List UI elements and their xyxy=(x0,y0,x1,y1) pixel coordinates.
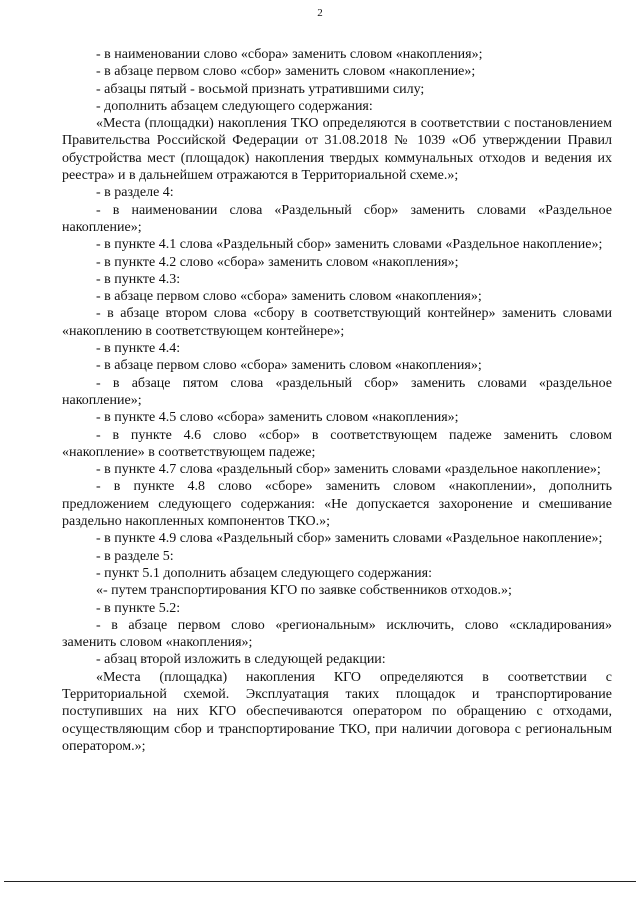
paragraph-22: - пункт 5.1 дополнить абзацем следующего содержания: xyxy=(96,565,432,581)
paragraph-19: - в пункте 4.8 слово «сборе» заменить словом «накоплении», дополнить предложением следующего содержания: «Не допускается захоронение и смешивание раздельно накопленных компонентов ТКО.»; xyxy=(62,479,612,530)
paragraph-14: - в абзаце первом слово «сбора» заменить словом «накопления»; xyxy=(96,358,482,374)
paragraph-25: - в абзаце первом слово «региональным» исключить, слово «складирования» заменить словом «накопления»; xyxy=(62,617,612,651)
paragraph-16: - в пункте 4.5 слово «сбора» заменить словом «накопления»; xyxy=(96,410,459,426)
paragraph-3: - абзацы пятый - восьмой признать утратившими силу; xyxy=(96,81,425,97)
paragraph-11: - в абзаце первом слово «сбора» заменить словом «накопления»; xyxy=(96,289,482,305)
paragraph-12: - в абзаце втором слова «сбору в соответствующий контейнер» заменить словами «накоплению в соответствующем контейнере»; xyxy=(62,306,612,339)
paragraph-6: - в разделе 4: xyxy=(96,185,174,201)
page-number: 2 xyxy=(317,7,323,19)
paragraph-20: - в пункте 4.9 слова «Раздельный сбор» заменить словами «Раздельное накопление»; xyxy=(96,531,603,547)
paragraph-1: - в наименовании слово «сбора» заменить словом «накопления»; xyxy=(96,47,483,62)
paragraph-27: «Места (площадка) накопления КГО определяются в соответствии с Территориальной схемой. Эксплуатация таких площадок и транспортирование поступивших на них КГО обеспечиваются оператором по обращению с отходами, осуществляющим сбор и транспортирование ТКО, при наличии договора с региональным оператором.»; xyxy=(62,669,612,754)
paragraph-7: - в наименовании слова «Раздельный сбор» заменить словами «Раздельное накопление»; xyxy=(62,202,612,235)
document-body xyxy=(62,46,612,755)
paragraph-5: «Места (площадки) накопления ТКО определяются в соответствии с постановлением Правительства Российской Федерации от 31.08.2018 № 1039 «Об утверждении Правил обустройства мест (площадок) накопления твердых коммунальных отходов и ведения их реестра» и в дальнейшем отражаются в Территориальной схеме.»; xyxy=(62,116,612,184)
paragraph-26: - абзац второй изложить в следующей редакции: xyxy=(96,652,386,668)
paragraph-13: - в пункте 4.4: xyxy=(96,341,181,357)
paragraph-4: - дополнить абзацем следующего содержания: xyxy=(96,98,373,114)
paragraph-9: - в пункте 4.2 слово «сбора» заменить словом «накопления»; xyxy=(96,254,459,270)
paragraph-2: - в абзаце первом слово «сбор» заменить словом «накопление»; xyxy=(96,64,476,80)
paragraph-17: - в пункте 4.6 слово «сбор» в соответствующем падеже заменить словом «накопление» в соответствующем падеже; xyxy=(62,427,612,460)
paragraph-24: - в пункте 5.2: xyxy=(96,600,181,616)
paragraph-18: - в пункте 4.7 слова «раздельный сбор» заменить словами «раздельное накопление»; xyxy=(96,462,601,478)
paragraph-21: - в разделе 5: xyxy=(96,548,174,564)
paragraph-10: - в пункте 4.3: xyxy=(96,271,181,287)
paragraph-23: «- путем транспортирования КГО по заявке собственников отходов.»; xyxy=(96,583,512,599)
bottom-divider xyxy=(4,881,636,882)
paragraph-15: - в абзаце пятом слова «раздельный сбор» заменить словами «раздельное накопление»; xyxy=(62,375,612,408)
paragraph-8: - в пункте 4.1 слова «Раздельный сбор» заменить словами «Раздельное накопление»; xyxy=(96,237,603,253)
